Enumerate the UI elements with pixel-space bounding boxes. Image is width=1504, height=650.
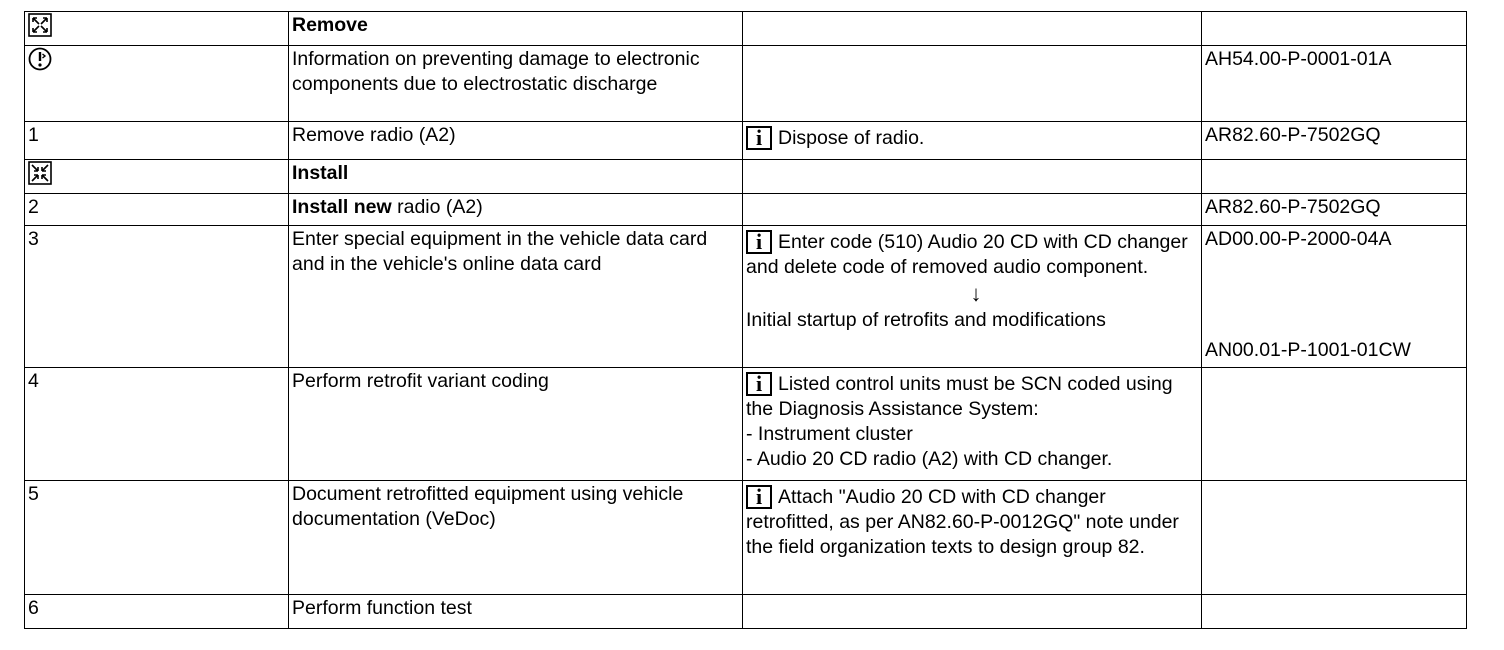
table-row	[25, 226, 1467, 368]
info-icon: i	[746, 372, 772, 396]
note-text: Enter code (510) Audio 20 CD with CD changer and delete code of removed audio component.	[746, 231, 1188, 278]
note-text: Dispose of radio.	[778, 127, 925, 149]
step-number: 6	[25, 595, 289, 629]
step-number: 2	[25, 194, 289, 226]
table-row	[25, 481, 1467, 595]
reference-text: AD00.00-P-2000-04A	[1205, 228, 1392, 250]
work-step-cell: Enter special equipment in the vehicle data card and in the vehicle's online data card	[289, 226, 743, 368]
work-step-cell: Remove radio (A2)	[289, 122, 743, 160]
note-cell	[743, 595, 1202, 629]
work-step-cell: Remove	[289, 12, 743, 46]
reference-cell	[1202, 368, 1467, 481]
work-step-bold: Install new	[292, 196, 392, 218]
install-icon	[28, 161, 52, 185]
reference-cell	[1202, 12, 1467, 46]
step-number: 4	[25, 368, 289, 481]
step-number: 1	[25, 122, 289, 160]
work-step-cell: Document retrofitted equipment using vehicle documentation (VeDoc)	[289, 481, 743, 595]
note-cell	[743, 46, 1202, 122]
reference-cell: AR82.60-P-7502GQ	[1202, 194, 1467, 226]
step-cell	[25, 160, 289, 194]
remove-icon	[28, 13, 52, 37]
note-list-item: - Audio 20 CD radio (A2) with CD changer.	[746, 448, 1113, 470]
reference-cell	[1202, 160, 1467, 194]
table-row	[25, 122, 1467, 160]
reference-cell	[1202, 226, 1467, 368]
step-number: 3	[25, 226, 289, 368]
note-text: Attach "Audio 20 CD with CD changer retrofitted, as per AN82.60-P-0012GQ" note under the field organization texts to design group 82.	[746, 486, 1179, 558]
note-cell	[743, 160, 1202, 194]
info-icon: i	[746, 126, 772, 150]
table-row	[25, 46, 1467, 122]
step-cell	[25, 46, 289, 122]
work-step-cell: Install	[289, 160, 743, 194]
reference-cell	[1202, 595, 1467, 629]
reference-cell	[1202, 481, 1467, 595]
step-number: 5	[25, 481, 289, 595]
note-text: Listed control units must be SCN coded using the Diagnosis Assistance System:	[746, 373, 1173, 420]
reference-cell: AH54.00-P-0001-01A	[1202, 46, 1467, 122]
note-cell	[743, 12, 1202, 46]
info-icon: i	[746, 230, 772, 254]
table-row	[25, 194, 1467, 226]
reference-text-2: AN00.01-P-1001-01CW	[1205, 339, 1411, 361]
procedure-table	[24, 11, 1467, 629]
table-row	[25, 160, 1467, 194]
note-cell	[743, 122, 1202, 160]
note-cell	[743, 368, 1202, 481]
step-cell	[25, 12, 289, 46]
work-step-cell	[289, 194, 743, 226]
down-arrow-icon: ↓	[970, 281, 982, 306]
work-step-cell: Perform function test	[289, 595, 743, 629]
esd-warning-icon	[28, 47, 52, 71]
note-cell	[743, 481, 1202, 595]
work-step-rest: radio (A2)	[391, 196, 483, 218]
work-step-cell: Information on preventing damage to electronic components due to electrostatic discharge	[289, 46, 743, 122]
note-cell	[743, 226, 1202, 368]
note-cell	[743, 194, 1202, 226]
table-row	[25, 368, 1467, 481]
work-step-cell: Perform retrofit variant coding	[289, 368, 743, 481]
table-row	[25, 12, 1467, 46]
note-list-item: - Instrument cluster	[746, 423, 913, 445]
reference-cell: AR82.60-P-7502GQ	[1202, 122, 1467, 160]
note-text-2: Initial startup of retrofits and modifications	[746, 309, 1106, 331]
info-icon: i	[746, 485, 772, 509]
table-row	[25, 595, 1467, 629]
